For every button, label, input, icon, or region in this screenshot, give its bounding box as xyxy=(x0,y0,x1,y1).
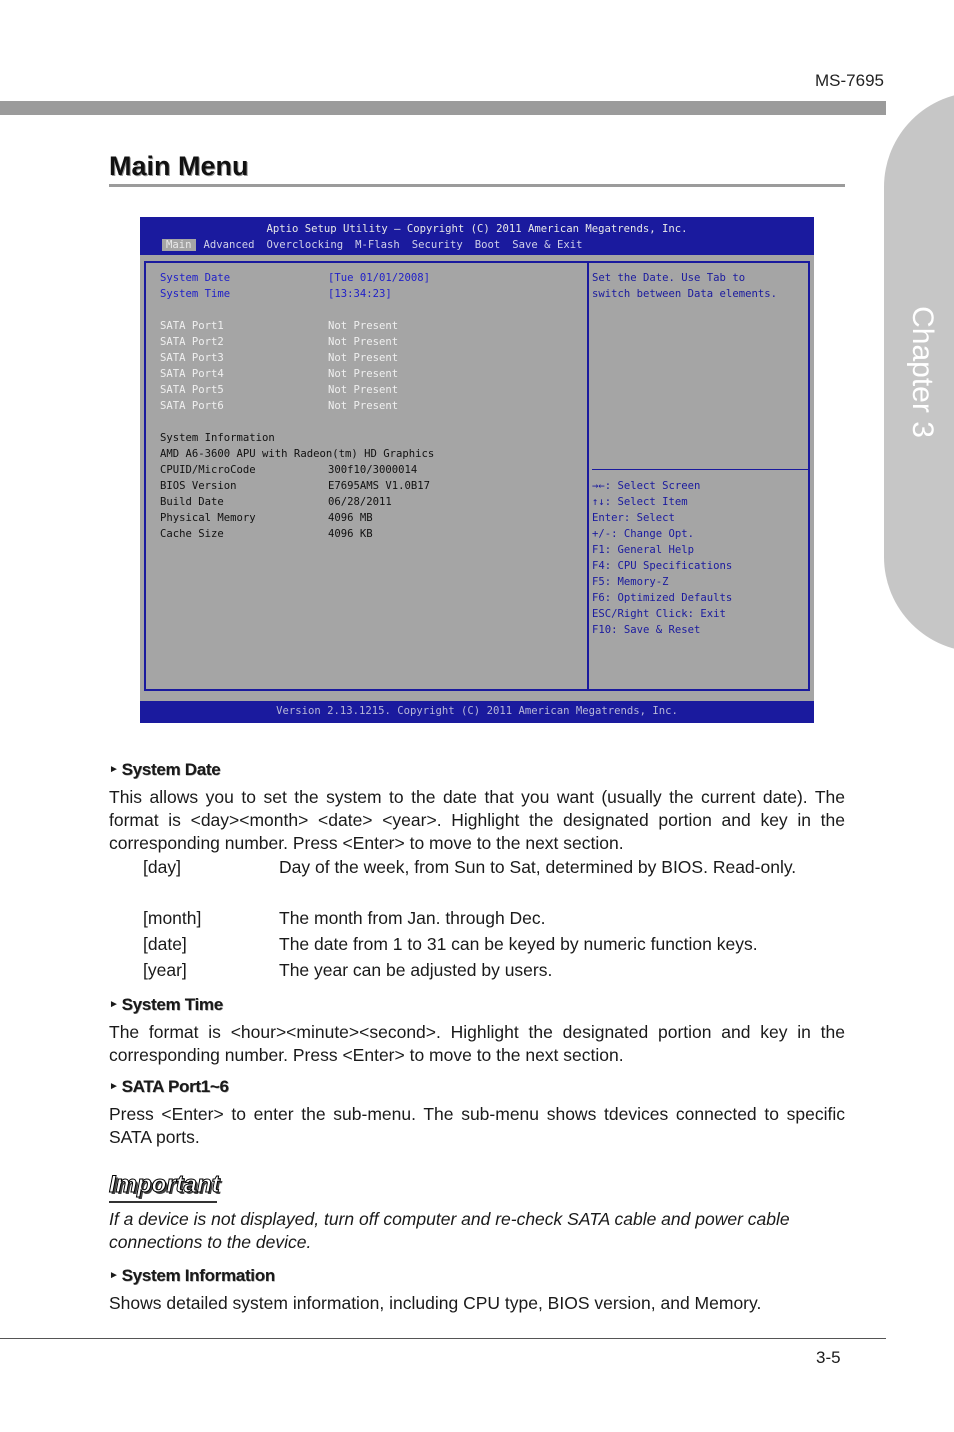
bios-footer-text: Version 2.13.1215. Copyright (C) 2011 American Megatrends, Inc. xyxy=(276,705,678,717)
important-underline xyxy=(109,1201,217,1203)
section-heading-text: System Date xyxy=(121,760,221,779)
bios-key-hint: F10: Save & Reset xyxy=(592,624,701,636)
bios-row-label: SATA Port2 xyxy=(160,336,224,348)
bios-help-text: switch between Data elements. xyxy=(592,288,777,300)
bios-tab-save-exit[interactable]: Save & Exit xyxy=(512,239,583,251)
page-title: Main Menu xyxy=(109,151,249,181)
bios-row-label: System Time xyxy=(160,288,231,300)
bios-row-value: Not Present xyxy=(328,320,399,332)
title-rule xyxy=(109,184,845,187)
section-heading-sata xyxy=(109,1077,229,1097)
bios-row-value: [13:34:23] xyxy=(328,288,392,300)
bios-row-label: System Information xyxy=(160,432,275,444)
triangle-bullet-icon: ► xyxy=(109,1081,119,1092)
triangle-bullet-icon: ► xyxy=(109,999,119,1010)
bios-tab-boot[interactable]: Boot xyxy=(474,239,501,251)
bios-screenshot xyxy=(140,217,814,723)
bios-key-hint: F4: CPU Specifications xyxy=(592,560,733,572)
bios-row-label: Build Date xyxy=(160,496,224,508)
bios-help-text: Set the Date. Use Tab to xyxy=(592,272,746,284)
bios-row-value: Not Present xyxy=(328,352,399,364)
bios-row-value: 06/28/2011 xyxy=(328,496,392,508)
bios-row-value: Not Present xyxy=(328,400,399,412)
bios-key-hint: F1: General Help xyxy=(592,544,695,556)
bios-tab-advanced[interactable]: Advanced xyxy=(203,239,255,251)
sata-description: Press <Enter> to enter the sub-menu. The sub-menu shows tdevices connected to specific SATA ports. xyxy=(109,1104,845,1147)
def-term-month: [month] xyxy=(143,908,202,928)
footer-rule xyxy=(0,1338,886,1339)
section-heading-text: SATA Port1~6 xyxy=(121,1077,229,1096)
important-note: If a device is not displayed, turn off computer and re-check SATA cable and power cable connections to the device. xyxy=(109,1209,790,1252)
section-heading-system-information xyxy=(109,1266,275,1286)
bios-panel-divider xyxy=(587,261,589,691)
bios-footer xyxy=(140,701,814,723)
bios-tab-m-flash[interactable]: M-Flash xyxy=(355,239,400,251)
bios-row-label: Physical Memory xyxy=(160,512,256,524)
bios-panel-frame xyxy=(144,261,810,691)
bios-row-label: SATA Port4 xyxy=(160,368,224,380)
def-desc-date: The date from 1 to 31 can be keyed by numeric function keys. xyxy=(279,934,758,954)
system-time-description: The format is <hour><minute><second>. Highlight the designated portion and key in the corresponding number. Press <Enter> to move to the next section. xyxy=(109,1022,845,1065)
bios-tab-main[interactable]: Main xyxy=(162,239,196,251)
bios-row-label: BIOS Version xyxy=(160,480,237,492)
bios-row-label: System Date xyxy=(160,272,231,284)
bios-row-value: Not Present xyxy=(328,384,399,396)
bios-tab-security[interactable]: Security xyxy=(411,239,463,251)
bios-key-hint: F6: Optimized Defaults xyxy=(592,592,733,604)
bios-row-value: 300f10/3000014 xyxy=(328,464,418,476)
bios-key-hint: →←: Select Screen xyxy=(592,480,701,492)
bios-row-value: E7695AMS V1.0B17 xyxy=(328,480,431,492)
bios-row-label: CPUID/MicroCode xyxy=(160,464,256,476)
bios-title: Aptio Setup Utility – Copyright (C) 2011 American Megatrends, Inc. xyxy=(266,223,688,235)
header-bar xyxy=(0,101,886,115)
bios-row-value: 4096 MB xyxy=(328,512,373,524)
chapter-tab-label: Chapter 3 xyxy=(906,306,939,438)
bios-row-value: 4096 KB xyxy=(328,528,373,540)
triangle-bullet-icon: ► xyxy=(109,1270,119,1281)
page-number: 3-5 xyxy=(816,1348,841,1367)
bios-key-hint: +/-: Change Opt. xyxy=(592,528,695,540)
section-heading-system-time xyxy=(109,995,223,1015)
bios-row-value: Not Present xyxy=(328,368,399,380)
system-date-description: This allows you to set the system to the date that you want (usually the current date). The format is <day><month> <date> <year>. Highlight the designated portion and key in the corresponding number. Press <Enter> to move to the next section. xyxy=(109,787,845,853)
model-number: MS-7695 xyxy=(815,71,884,90)
def-desc-day: Day of the week, from Sun to Sat, determined by BIOS. Read-only. xyxy=(279,857,797,877)
bios-row-label: SATA Port1 xyxy=(160,320,224,332)
bios-menu-bar xyxy=(162,239,590,251)
triangle-bullet-icon: ► xyxy=(109,764,119,775)
def-desc-year: The year can be adjusted by users. xyxy=(279,960,553,980)
section-heading-text: System Information xyxy=(121,1266,275,1285)
section-heading-text: System Time xyxy=(121,995,223,1014)
bios-row-value: [Tue 01/01/2008] xyxy=(328,272,431,284)
bios-row-label: AMD A6-3600 APU with Radeon(tm) HD Graphics xyxy=(160,448,435,460)
bios-key-hint: Enter: Select xyxy=(592,512,675,524)
important-heading: Important xyxy=(109,1171,220,1198)
bios-row-label: SATA Port5 xyxy=(160,384,224,396)
bios-help-divider xyxy=(592,469,808,470)
bios-key-hint: F5: Memory-Z xyxy=(592,576,669,588)
bios-row-value: Not Present xyxy=(328,336,399,348)
def-term-day: [day] xyxy=(143,857,181,877)
def-term-date: [date] xyxy=(143,934,187,954)
bios-tab-overclocking[interactable]: Overclocking xyxy=(266,239,344,251)
def-term-year: [year] xyxy=(143,960,187,980)
bios-row-label: SATA Port6 xyxy=(160,400,224,412)
section-heading-system-date xyxy=(109,760,220,780)
bios-header xyxy=(140,217,814,255)
bios-row-label: Cache Size xyxy=(160,528,224,540)
bios-key-hint: ↑↓: Select Item xyxy=(592,496,688,508)
bios-key-hint: ESC/Right Click: Exit xyxy=(592,608,726,620)
bios-row-label: SATA Port3 xyxy=(160,352,224,364)
def-desc-month: The month from Jan. through Dec. xyxy=(279,908,546,928)
system-information-description: Shows detailed system information, including CPU type, BIOS version, and Memory. xyxy=(109,1293,762,1313)
